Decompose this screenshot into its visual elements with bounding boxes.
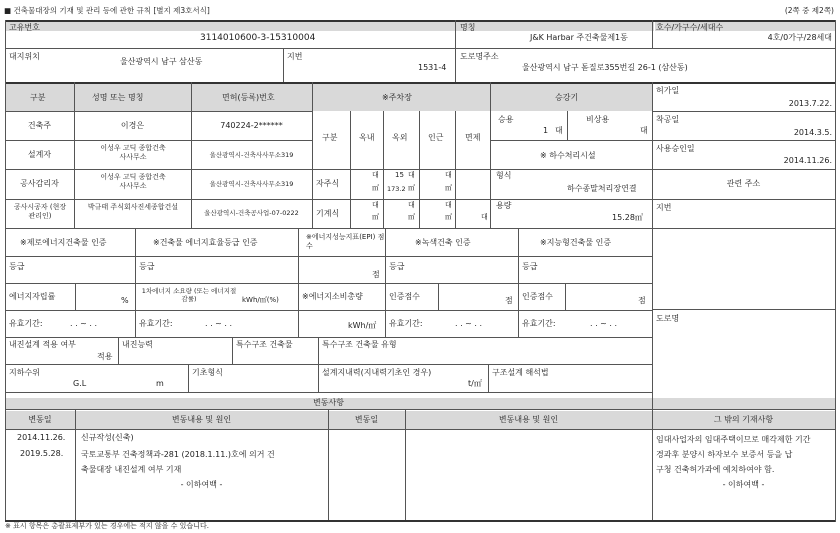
parking-title: ※주차장	[382, 93, 412, 102]
people-row-type: 공사시공자 (현장관리인)	[13, 203, 67, 220]
footer-note: ※ 표시 항목은 총괄표제부가 있는 경우에는 적지 않을 수 있습니다.	[5, 522, 209, 530]
people-row-name: 박규태 주식회사진세종합건설	[87, 203, 179, 211]
unit-label: 대	[372, 171, 379, 179]
unit-label: ㎡	[372, 184, 379, 192]
point-unit: 점	[638, 296, 646, 305]
elevator-passenger-unit: 대	[555, 126, 563, 135]
units-label: 호수/가구수/세대수	[656, 23, 724, 32]
changes-col-other: 그 밖의 기재사항	[713, 415, 774, 424]
people-row-type: 공사감리자	[20, 179, 59, 188]
valid-period-dots: . . ~ . .	[455, 319, 483, 328]
epi-point-unit: 점	[372, 270, 380, 279]
change-content: 신규작성(신축)	[81, 433, 134, 442]
approval-date-label: 사용승인일	[656, 144, 695, 153]
elevator-title: 승강기	[555, 93, 579, 102]
page-indicator: (2쪽 중 제2쪽)	[784, 6, 834, 15]
self-sufficiency-label: 에너지자립률	[9, 292, 56, 301]
people-row-name: 이경은	[120, 121, 145, 130]
parking-mech-label: 기계식	[316, 209, 340, 218]
related-address-label: 관련 주소	[726, 179, 761, 188]
tm2-unit: t/㎡	[468, 379, 482, 388]
changes-col-date: 변동일	[28, 415, 52, 424]
lot-label: 지번	[287, 52, 303, 61]
valid-period-dots: . . ~ . .	[70, 319, 98, 328]
bearing-label: 설계지내력(지내력기초인 경우)	[322, 368, 432, 377]
unit-label: 대	[408, 201, 415, 209]
people-row-type: 건축주	[27, 121, 52, 130]
people-row-license: 울산광역시-건축공사업-07-0222	[204, 209, 299, 217]
parking-col-outdoor: 옥외	[392, 133, 408, 142]
parking-outdoor-area: 173.2	[387, 185, 406, 193]
unit-label: 대	[481, 213, 488, 221]
units-value: 4호/0가구/28세대	[767, 33, 832, 42]
elevator-passenger-value: 1	[543, 126, 549, 135]
start-date-value: 2014.3.5.	[793, 128, 832, 137]
related-lot-label: 지번	[656, 203, 672, 212]
unit-label: 대	[408, 171, 415, 179]
seismic-applied-value: 적용	[97, 352, 113, 361]
primary-energy-label: 1차에너지 소요량 (또는 에너지절감률)	[141, 287, 237, 303]
unit-label: 대	[445, 201, 452, 209]
seismic-capacity-label: 내진능력	[122, 340, 153, 349]
valid-period-label: 유효기간:	[522, 319, 556, 328]
name-value: J&K Harbar 주건축물제1동	[530, 33, 628, 42]
changes-col-content: 변동내용 및 원인	[171, 415, 232, 424]
cert-energy-efficiency: ※건축물 에너지효율등급 인증	[153, 238, 258, 247]
unit-label: ㎡	[372, 213, 379, 221]
name-label: 명칭	[460, 23, 476, 32]
people-row-name: 이성우 고딕 종합건축사사무소	[100, 144, 166, 161]
sewage-capacity-label: 용량	[496, 201, 512, 210]
people-row-name: 이성우 고딕 종합건축사사무소	[100, 173, 166, 190]
id-label: 고유번호	[9, 23, 40, 32]
kwh-unit: kWh/㎡(%)	[242, 296, 279, 304]
elevator-emergency-unit: 대	[640, 126, 648, 135]
start-date-label: 착공일	[656, 115, 680, 124]
change-content: 국토교통부 건축정책과-281 (2018.1.11.)호에 의거 건	[81, 450, 275, 459]
site-value: 울산광역시 남구 삼산동	[120, 57, 203, 66]
grade-label: 등급	[522, 262, 538, 271]
energy-consumption-label: ※에너지소비총량	[302, 292, 363, 301]
form-title: ■ 건축물대장의 기재 및 관리 등에 관한 규칙 [별지 제3호서식]	[4, 6, 210, 15]
change-content-end: - 이하여백 -	[180, 480, 223, 489]
seismic-applied-label: 내진설계 적용 여부	[9, 340, 76, 349]
changes-title: 변동사항	[313, 398, 344, 407]
road-value: 울산광역시 남구 돋질로355번길 26-1 (삼산동)	[522, 63, 688, 72]
people-col-type: 구분	[30, 93, 46, 102]
unit-label: 대	[445, 171, 452, 179]
parking-col-exempt: 면제	[465, 133, 481, 142]
road-label: 도로명주소	[460, 52, 499, 61]
point-unit: 점	[505, 296, 513, 305]
cert-smart: ※지능형건축물 인증	[540, 238, 612, 247]
cert-green: ※녹색건축 인증	[415, 238, 471, 247]
elevator-emergency-label: 비상용	[586, 115, 610, 124]
unit-label: ㎡	[445, 213, 452, 221]
cert-zero-energy: ※제로에너지건축물 인증	[20, 238, 107, 247]
change-date: 2014.11.26.	[17, 433, 66, 442]
valid-period-label: 유효기간:	[139, 319, 173, 328]
sewage-type-value: 하수종말처리장연결	[567, 184, 637, 193]
cert-epi: ※에너지성능지표(EPI) 점수	[306, 233, 385, 250]
sewage-type-label: 형식	[496, 171, 512, 180]
structural-method-label: 구조설계 해석법	[492, 368, 549, 377]
parking-col-type: 구분	[322, 133, 338, 142]
people-col-name: 성명 또는 명칭	[92, 93, 144, 102]
elevator-passenger-label: 승용	[498, 115, 514, 124]
m-unit: m	[156, 379, 164, 388]
percent-unit: %	[121, 296, 129, 305]
valid-period-label: 유효기간:	[389, 319, 423, 328]
cert-score-label: 인증점수	[522, 292, 553, 301]
unit-label: ㎡	[445, 184, 452, 192]
groundwater-label: 지하수위	[9, 368, 40, 377]
change-date: 2019.5.28.	[20, 449, 64, 458]
approval-date-value: 2014.11.26.	[783, 156, 832, 165]
people-row-license: 울산광역시-건축사사무소319	[209, 180, 294, 188]
people-row-type: 설계자	[27, 150, 52, 159]
parking-col-indoor: 옥내	[359, 133, 375, 142]
grade-label: 등급	[139, 262, 155, 271]
parking-outdoor-count: 15	[395, 171, 404, 179]
foundation-label: 기초형식	[192, 368, 223, 377]
change-content: 축물대장 내진설계 여부 기재	[81, 465, 182, 474]
other-note: 임대사업자의 임대주택이므로 매각제한 기간	[656, 435, 811, 444]
valid-period-label: 유효기간:	[9, 319, 43, 328]
site-label: 대지위치	[9, 52, 40, 61]
valid-period-dots: . . ~ . .	[205, 319, 233, 328]
grade-label: 등급	[389, 262, 405, 271]
gl-label: G.L	[73, 379, 87, 388]
grade-label: 등급	[9, 262, 25, 271]
parking-col-nearby: 인근	[428, 133, 444, 142]
other-note: 경과후 분양시 하자보수 보증서 등을 납	[656, 450, 793, 459]
people-row-license: 울산광역시-건축사사무소319	[209, 151, 294, 159]
unit-label: ㎡	[408, 184, 415, 192]
special-structure-type-label: 특수구조 건축물 유형	[322, 340, 397, 349]
id-value: 3114010600-3-15310004	[200, 33, 316, 43]
permit-date-label: 허가일	[656, 86, 680, 95]
other-note-end: - 이하여백 -	[722, 480, 765, 489]
unit-label: 대	[372, 201, 379, 209]
other-note: 구청 건축허가과에 예치하여야 함.	[656, 465, 775, 474]
special-structure-label: 특수구조 건축물	[236, 340, 293, 349]
valid-period-dots: . . ~ . .	[590, 319, 618, 328]
parking-self-label: 자주식	[316, 179, 340, 188]
people-row-license: 740224-2******	[220, 121, 283, 130]
related-road-label: 도로명	[656, 314, 680, 323]
lot-value: 1531-4	[418, 63, 447, 72]
cert-score-label: 인증점수	[389, 292, 420, 301]
unit-label: ㎡	[408, 213, 415, 221]
people-col-license: 면허(등록)번호	[222, 93, 275, 102]
changes-col-date2: 변동일	[354, 415, 379, 424]
permit-date-value: 2013.7.22.	[788, 99, 832, 108]
changes-col-content2: 변동내용 및 원인	[498, 415, 559, 424]
sewage-title: ※ 하수처리시설	[540, 151, 596, 160]
sewage-capacity-value: 15.28㎥	[612, 213, 643, 222]
kwh-m2-unit: kWh/㎡	[348, 321, 377, 330]
